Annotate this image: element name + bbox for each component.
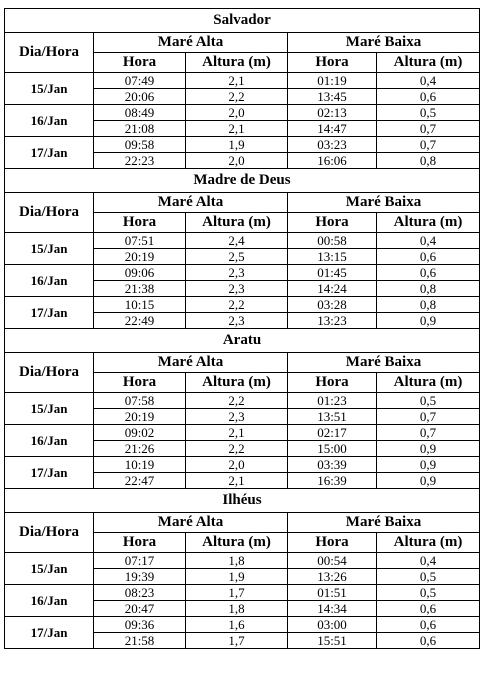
mare-baixa-header: Maré Baixa — [288, 193, 480, 213]
baixa-hora-cell: 02:17 — [288, 425, 377, 441]
baixa-hora-cell: 03:39 — [288, 457, 377, 473]
baixa-altura-cell: 0,4 — [377, 233, 480, 249]
alta-altura-cell: 2,3 — [186, 281, 288, 297]
tide-table — [4, 8, 480, 649]
mare-alta-header: Maré Alta — [94, 33, 288, 53]
alta-hora-cell: 08:49 — [94, 105, 186, 121]
alta-hora-cell: 08:23 — [94, 585, 186, 601]
table-row — [5, 553, 480, 569]
alta-hora-cell: 19:39 — [94, 569, 186, 585]
alta-hora-cell: 07:49 — [94, 73, 186, 89]
table-row — [5, 73, 480, 89]
baixa-altura-cell: 0,5 — [377, 105, 480, 121]
alta-altura-header: Altura (m) — [186, 213, 288, 233]
day-label: 17/Jan — [5, 457, 94, 489]
alta-hora-cell: 20:19 — [94, 409, 186, 425]
alta-altura-cell: 2,3 — [186, 409, 288, 425]
alta-hora-header: Hora — [94, 533, 186, 553]
alta-altura-cell: 2,2 — [186, 297, 288, 313]
alta-hora-cell: 21:38 — [94, 281, 186, 297]
day-label: 16/Jan — [5, 585, 94, 617]
table-row — [5, 393, 480, 409]
alta-altura-cell: 2,3 — [186, 313, 288, 329]
baixa-altura-header: Altura (m) — [377, 213, 480, 233]
alta-altura-cell: 1,9 — [186, 569, 288, 585]
alta-altura-cell: 2,1 — [186, 425, 288, 441]
location-title: Madre de Deus — [5, 169, 480, 193]
table-row — [5, 297, 480, 313]
day-label: 15/Jan — [5, 233, 94, 265]
alta-altura-header: Altura (m) — [186, 53, 288, 73]
location-title-row — [5, 489, 480, 513]
alta-altura-header: Altura (m) — [186, 533, 288, 553]
baixa-hora-cell: 13:45 — [288, 89, 377, 105]
baixa-hora-cell: 14:47 — [288, 121, 377, 137]
baixa-altura-cell: 0,6 — [377, 265, 480, 281]
alta-altura-cell: 1,8 — [186, 553, 288, 569]
baixa-altura-cell: 0,6 — [377, 617, 480, 633]
baixa-hora-cell: 13:15 — [288, 249, 377, 265]
table-row — [5, 617, 480, 633]
group-header-row — [5, 513, 480, 533]
alta-hora-cell: 10:15 — [94, 297, 186, 313]
day-label: 16/Jan — [5, 265, 94, 297]
table-row — [5, 137, 480, 153]
baixa-altura-cell: 0,8 — [377, 153, 480, 169]
baixa-hora-cell: 00:54 — [288, 553, 377, 569]
table-row — [5, 585, 480, 601]
baixa-hora-cell: 03:23 — [288, 137, 377, 153]
location-title-row — [5, 329, 480, 353]
location-title: Aratu — [5, 329, 480, 353]
alta-altura-cell: 2,1 — [186, 121, 288, 137]
alta-altura-cell: 2,2 — [186, 393, 288, 409]
baixa-altura-cell: 0,6 — [377, 601, 480, 617]
baixa-hora-cell: 13:23 — [288, 313, 377, 329]
mare-baixa-header: Maré Baixa — [288, 33, 480, 53]
alta-hora-cell: 10:19 — [94, 457, 186, 473]
baixa-hora-cell: 16:39 — [288, 473, 377, 489]
day-label: 15/Jan — [5, 73, 94, 105]
group-header-row — [5, 353, 480, 373]
baixa-hora-cell: 15:00 — [288, 441, 377, 457]
mare-baixa-header: Maré Baixa — [288, 513, 480, 533]
baixa-hora-cell: 13:26 — [288, 569, 377, 585]
alta-hora-cell: 09:58 — [94, 137, 186, 153]
day-label: 16/Jan — [5, 105, 94, 137]
baixa-altura-header: Altura (m) — [377, 53, 480, 73]
alta-hora-cell: 20:47 — [94, 601, 186, 617]
baixa-altura-cell: 0,9 — [377, 441, 480, 457]
alta-altura-cell: 1,8 — [186, 601, 288, 617]
day-label: 16/Jan — [5, 425, 94, 457]
location-title-row — [5, 169, 480, 193]
baixa-altura-cell: 0,5 — [377, 393, 480, 409]
alta-altura-header: Altura (m) — [186, 373, 288, 393]
baixa-hora-cell: 14:24 — [288, 281, 377, 297]
alta-hora-cell: 07:17 — [94, 553, 186, 569]
day-label: 15/Jan — [5, 553, 94, 585]
day-label: 15/Jan — [5, 393, 94, 425]
baixa-altura-cell: 0,8 — [377, 297, 480, 313]
mare-baixa-header: Maré Baixa — [288, 353, 480, 373]
alta-hora-cell: 22:49 — [94, 313, 186, 329]
baixa-altura-cell: 0,5 — [377, 585, 480, 601]
baixa-altura-cell: 0,9 — [377, 473, 480, 489]
table-row — [5, 457, 480, 473]
alta-hora-cell: 09:36 — [94, 617, 186, 633]
baixa-altura-cell: 0,4 — [377, 553, 480, 569]
baixa-altura-cell: 0,6 — [377, 89, 480, 105]
table-row — [5, 233, 480, 249]
baixa-altura-cell: 0,7 — [377, 137, 480, 153]
alta-altura-cell: 2,1 — [186, 473, 288, 489]
dia-hora-header: Dia/Hora — [5, 33, 94, 73]
alta-altura-cell: 2,4 — [186, 233, 288, 249]
alta-hora-header: Hora — [94, 53, 186, 73]
baixa-altura-cell: 0,7 — [377, 121, 480, 137]
baixa-hora-cell: 15:51 — [288, 633, 377, 649]
alta-altura-cell: 1,9 — [186, 137, 288, 153]
mare-alta-header: Maré Alta — [94, 353, 288, 373]
alta-altura-cell: 1,7 — [186, 633, 288, 649]
baixa-hora-header: Hora — [288, 373, 377, 393]
baixa-altura-cell: 0,6 — [377, 249, 480, 265]
alta-altura-cell: 1,6 — [186, 617, 288, 633]
location-title: Ilhéus — [5, 489, 480, 513]
alta-altura-cell: 2,2 — [186, 441, 288, 457]
alta-hora-cell: 21:58 — [94, 633, 186, 649]
table-row — [5, 425, 480, 441]
day-label: 17/Jan — [5, 137, 94, 169]
alta-altura-cell: 2,0 — [186, 457, 288, 473]
baixa-hora-cell: 02:13 — [288, 105, 377, 121]
baixa-hora-cell: 01:45 — [288, 265, 377, 281]
group-header-row — [5, 193, 480, 213]
baixa-hora-cell: 01:19 — [288, 73, 377, 89]
baixa-hora-header: Hora — [288, 53, 377, 73]
mare-alta-header: Maré Alta — [94, 513, 288, 533]
dia-hora-header: Dia/Hora — [5, 353, 94, 393]
baixa-altura-cell: 0,9 — [377, 313, 480, 329]
baixa-hora-header: Hora — [288, 213, 377, 233]
dia-hora-header: Dia/Hora — [5, 513, 94, 553]
baixa-hora-cell: 16:06 — [288, 153, 377, 169]
alta-hora-cell: 22:23 — [94, 153, 186, 169]
baixa-altura-cell: 0,6 — [377, 633, 480, 649]
alta-altura-cell: 1,7 — [186, 585, 288, 601]
alta-altura-cell: 2,2 — [186, 89, 288, 105]
alta-altura-cell: 2,3 — [186, 265, 288, 281]
alta-hora-cell: 20:06 — [94, 89, 186, 105]
alta-hora-cell: 09:02 — [94, 425, 186, 441]
baixa-altura-header: Altura (m) — [377, 373, 480, 393]
day-label: 17/Jan — [5, 297, 94, 329]
location-title-row — [5, 9, 480, 33]
alta-hora-cell: 21:26 — [94, 441, 186, 457]
alta-hora-cell: 21:08 — [94, 121, 186, 137]
baixa-hora-cell: 13:51 — [288, 409, 377, 425]
baixa-hora-cell: 00:58 — [288, 233, 377, 249]
mare-alta-header: Maré Alta — [94, 193, 288, 213]
baixa-altura-cell: 0,7 — [377, 409, 480, 425]
alta-hora-cell: 07:58 — [94, 393, 186, 409]
baixa-altura-cell: 0,4 — [377, 73, 480, 89]
dia-hora-header: Dia/Hora — [5, 193, 94, 233]
alta-altura-cell: 2,0 — [186, 153, 288, 169]
alta-hora-cell: 22:47 — [94, 473, 186, 489]
baixa-hora-header: Hora — [288, 533, 377, 553]
baixa-hora-cell: 01:51 — [288, 585, 377, 601]
baixa-altura-cell: 0,8 — [377, 281, 480, 297]
baixa-hora-cell: 03:28 — [288, 297, 377, 313]
alta-hora-header: Hora — [94, 373, 186, 393]
alta-altura-cell: 2,5 — [186, 249, 288, 265]
baixa-altura-cell: 0,7 — [377, 425, 480, 441]
baixa-altura-cell: 0,5 — [377, 569, 480, 585]
baixa-hora-cell: 01:23 — [288, 393, 377, 409]
baixa-altura-cell: 0,9 — [377, 457, 480, 473]
alta-altura-cell: 2,0 — [186, 105, 288, 121]
table-row — [5, 265, 480, 281]
alta-hora-cell: 07:51 — [94, 233, 186, 249]
baixa-altura-header: Altura (m) — [377, 533, 480, 553]
alta-altura-cell: 2,1 — [186, 73, 288, 89]
group-header-row — [5, 33, 480, 53]
table-row — [5, 105, 480, 121]
baixa-hora-cell: 03:00 — [288, 617, 377, 633]
baixa-hora-cell: 14:34 — [288, 601, 377, 617]
alta-hora-cell: 09:06 — [94, 265, 186, 281]
alta-hora-cell: 20:19 — [94, 249, 186, 265]
alta-hora-header: Hora — [94, 213, 186, 233]
tide-table-body — [5, 9, 480, 649]
day-label: 17/Jan — [5, 617, 94, 649]
location-title: Salvador — [5, 9, 480, 33]
